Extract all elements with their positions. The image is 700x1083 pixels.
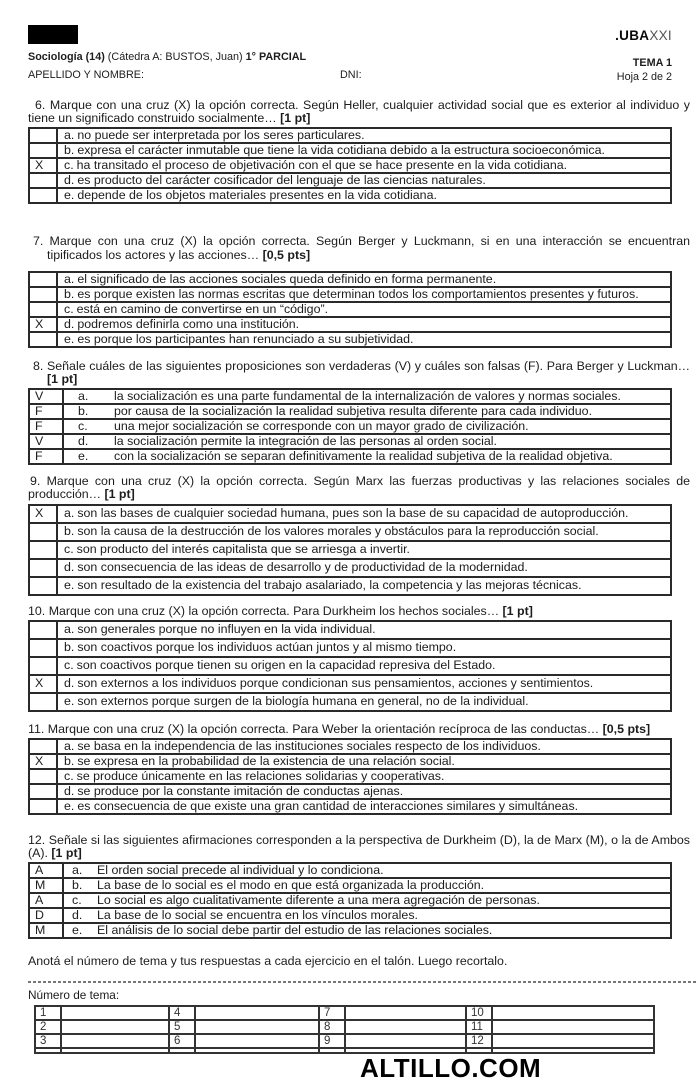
mark-cell (29, 332, 57, 347)
option-cell (63, 878, 671, 893)
option-cell (57, 754, 671, 769)
grid-number-cell: 2 (35, 1020, 61, 1034)
option-row (29, 287, 671, 302)
option-text: son generales porque no influyen en la vida individual. (77, 622, 376, 637)
option-letter: b. (78, 404, 89, 419)
question-number: 8. (33, 358, 44, 373)
option-letter: b. (64, 143, 75, 158)
option-row (29, 577, 671, 595)
mark-cell (29, 272, 57, 287)
grid-number-cell: 4 (169, 1006, 195, 1020)
mark-cell: F (29, 449, 63, 464)
option-letter: e. (78, 449, 89, 464)
option-row (29, 559, 671, 577)
option-text: se produce únicamente en las relaciones solidarias y cooperativas. (76, 769, 445, 784)
option-row (29, 639, 671, 657)
option-cell (57, 639, 671, 657)
option-letter: a. (64, 271, 75, 286)
grid-row (35, 1034, 654, 1048)
question-6 (28, 99, 690, 204)
option-cell (63, 923, 671, 938)
option-cell (63, 863, 671, 878)
option-letter: a. (64, 128, 75, 143)
grid-answer-cell (492, 1034, 654, 1048)
question-text: Marque con una cruz (X) la opción correcta. Para Durkheim los hechos sociales… (48, 603, 500, 618)
grid-number-cell: 12 (466, 1034, 492, 1048)
mark-cell: M (29, 878, 63, 893)
option-cell (57, 272, 671, 287)
points-badge: [1 pt] (51, 846, 82, 861)
option-letter: e. (64, 799, 75, 814)
grid-number-cell: 11 (466, 1020, 492, 1034)
grid-row (35, 1006, 654, 1020)
option-text: es porque los participantes han renunciado a su subjetividad. (77, 331, 414, 346)
brand-uba: .UBA (615, 28, 650, 43)
option-row (29, 143, 671, 158)
mark-cell (29, 541, 57, 559)
mark-cell (29, 769, 57, 784)
option-row (29, 754, 671, 769)
option-row (29, 404, 671, 419)
question-9-prompt (28, 475, 690, 501)
option-text: es producto del carácter cosificador del lenguaje de las ciencias naturales. (77, 173, 486, 188)
option-letter: c. (72, 893, 82, 908)
option-letter: a. (64, 622, 75, 637)
option-cell (57, 799, 671, 814)
option-text: La base de lo social se encuentra en los vínculos morales. (97, 908, 418, 923)
option-letter: d. (64, 316, 75, 331)
mark-cell: X (29, 675, 57, 693)
mark-cell (29, 287, 57, 302)
option-cell (57, 332, 671, 347)
option-cell (57, 302, 671, 317)
question-number: 9. (30, 474, 41, 489)
option-text: el significado de las acciones sociales queda definido en forma permanente. (77, 271, 497, 286)
mark-cell: X (29, 317, 57, 332)
option-text: podremos definirla como una institución. (77, 316, 300, 331)
option-row (29, 434, 671, 449)
question-text: Marque con una cruz (X) la opción correcta. Para Weber la orientación recíproca de las conductas… (47, 721, 600, 736)
option-letter: a. (64, 739, 75, 754)
option-row (29, 419, 671, 434)
mark-cell (29, 173, 57, 188)
grid-answer-cell (61, 1020, 169, 1034)
option-letter: c. (64, 658, 74, 673)
option-text: son resultado de la existencia del trabajo asalariado, la competencia y las mejoras técnicas. (77, 578, 582, 593)
option-text: se expresa en la probabilidad de la existencia de una relación social. (77, 754, 455, 769)
page-count: Hoja 2 de 2 (616, 71, 672, 84)
option-letter: a. (64, 506, 75, 521)
option-row (29, 621, 671, 639)
option-letter: e. (64, 694, 75, 709)
dni-label: DNI: (340, 69, 362, 81)
altillo-watermark: ALTILLO.COM (360, 1052, 542, 1083)
uba-xxi-logo (615, 28, 672, 43)
course-name: Sociología (14) (28, 51, 105, 63)
option-letter: b. (64, 754, 75, 769)
option-text: son las bases de cualquier sociedad humana, pues son la base de su capacidad de autoproducción. (77, 506, 629, 521)
mark-cell: A (29, 893, 63, 908)
option-cell (57, 739, 671, 754)
question-9-options (28, 504, 672, 596)
option-text: es consecuencia de que existe una gran cantidad de interacciones similares y simultáneas. (77, 799, 579, 814)
option-letter: d. (64, 173, 75, 188)
talon-instruction: Anotá el número de tema y tus respuestas a cada ejercicio en el talón. Luego recortalo. (28, 954, 508, 969)
question-number: 11. (28, 721, 45, 736)
grid-number-cell: 6 (169, 1034, 195, 1048)
option-row (29, 863, 671, 878)
question-11-prompt (28, 723, 690, 736)
points-badge: [1 pt] (47, 372, 78, 387)
option-letter: d. (64, 784, 75, 799)
option-cell (57, 559, 671, 577)
grid-answer-cell (345, 1020, 466, 1034)
name-label: APELLIDO Y NOMBRE: (28, 69, 145, 81)
answer-grid (34, 1005, 655, 1054)
option-text: El análisis de lo social debe partir del estudio de las relaciones sociales. (97, 923, 493, 938)
brand-xxi: XXI (649, 28, 672, 43)
mark-cell (29, 621, 57, 639)
option-text: Lo social es algo cualitativamente diferente a una mera agregación de personas. (97, 893, 540, 908)
exam-type: 1° PARCIAL (245, 51, 307, 63)
option-text: depende de los objetos materiales presentes en la vida cotidiana. (77, 188, 437, 203)
option-cell (63, 404, 671, 419)
question-7-prompt (28, 235, 690, 261)
option-cell (57, 173, 671, 188)
question-11 (28, 723, 690, 815)
option-row (29, 675, 671, 693)
option-row (29, 173, 671, 188)
mark-cell (29, 143, 57, 158)
course-title (28, 51, 690, 63)
grid-number-cell: 7 (319, 1006, 345, 1020)
numero-de-tema-label: Número de tema: (28, 987, 120, 1002)
option-text: por causa de la socialización la realidad subjetiva resulta diferente para cada individuo. (114, 404, 593, 419)
option-letter: b. (72, 878, 83, 893)
question-number: 12. (28, 833, 46, 848)
option-letter: a. (78, 389, 89, 404)
mark-cell (29, 739, 57, 754)
option-row (29, 541, 671, 559)
grid-answer-cell (61, 1006, 169, 1020)
option-row (29, 302, 671, 317)
option-row (29, 505, 671, 523)
option-row (29, 799, 671, 814)
option-letter: e. (64, 188, 75, 203)
option-letter: a. (72, 863, 83, 878)
cut-line (28, 981, 696, 983)
mark-cell: V (29, 389, 63, 404)
option-cell (57, 128, 671, 143)
grid-answer-cell (345, 1006, 466, 1020)
option-letter: d. (64, 676, 75, 691)
option-row (29, 878, 671, 893)
option-text: una mejor socialización se corresponde con un mayor grado de civilización. (114, 419, 529, 434)
mark-cell: X (29, 158, 57, 173)
grid-answer-cell (345, 1034, 466, 1048)
option-text: la socialización permite la integración de las personas al orden social. (114, 434, 497, 449)
option-letter: b. (64, 640, 75, 655)
option-text: son externos porque surgen de la biología humana en general, no de la individual. (77, 694, 529, 709)
mark-cell: M (29, 923, 63, 938)
question-text: Marque con una cruz (X) la opción correcta. Según Berger y Luckmann, si en una interacción se encuentran tipificados los actores y las acciones… (47, 234, 690, 262)
option-text: son producto del interés capitalista que se arriesga a invertir. (76, 542, 410, 557)
option-text: son externos a los individuos porque condicionan sus pensamientos, acciones y sentimientos. (77, 676, 594, 691)
option-row (29, 272, 671, 287)
option-cell (57, 675, 671, 693)
option-cell (57, 577, 671, 595)
page-header (28, 25, 690, 82)
option-letter: e. (64, 331, 75, 346)
option-text: son consecuencia de las ideas de desarrollo y de productividad de la modernidad. (77, 560, 528, 575)
option-cell (57, 693, 671, 711)
mark-cell (29, 128, 57, 143)
option-cell (57, 784, 671, 799)
option-cell (57, 143, 671, 158)
option-row (29, 657, 671, 675)
option-cell (63, 419, 671, 434)
option-cell (63, 908, 671, 923)
option-text: no puede ser interpretada por los seres particulares. (77, 128, 365, 143)
option-text: La base de lo social es el modo en que está organizada la producción. (97, 878, 485, 893)
option-letter: c. (64, 158, 74, 173)
course-catedra: (Cátedra A: BUSTOS, Juan) (104, 51, 246, 63)
mark-cell (29, 639, 57, 657)
question-text: Marque con una cruz (X) la opción correcta. Según Marx las fuerzas productivas y las relaciones sociales de producción… (28, 474, 690, 502)
grid-number-cell: 1 (35, 1006, 61, 1020)
option-cell (57, 657, 671, 675)
question-6-options (28, 127, 672, 204)
option-row (29, 769, 671, 784)
option-row (29, 188, 671, 203)
mark-cell: D (29, 908, 63, 923)
mark-cell (29, 523, 57, 541)
question-8-prompt (28, 360, 690, 386)
grid-number-cell: 3 (35, 1034, 61, 1048)
option-text: la socialización es una parte fundamental de la internalización de valores y normas sociales. (114, 389, 621, 404)
option-row (29, 317, 671, 332)
option-cell (63, 434, 671, 449)
question-10-prompt (28, 605, 690, 618)
grid-number-cell: 5 (169, 1020, 195, 1034)
question-12-prompt (28, 834, 690, 860)
grid-number-cell: 10 (466, 1006, 492, 1020)
option-cell (57, 769, 671, 784)
question-8 (28, 360, 690, 465)
option-cell (57, 317, 671, 332)
option-cell (57, 158, 671, 173)
option-text: son coactivos porque los individuos actúan juntos y al mismo tiempo. (77, 640, 457, 655)
option-text: está en camino de convertirse en un “código”. (76, 301, 329, 316)
grid-answer-cell (195, 1006, 319, 1020)
option-row (29, 739, 671, 754)
question-8-options (28, 388, 672, 465)
option-row (29, 128, 671, 143)
question-text: Señale cuáles de las siguientes proposiciones son verdaderas (V) y cuáles son falsas (F). Para Berger y Luckman… (47, 358, 690, 373)
option-text: son la causa de la destrucción de los valores morales y obstáculos para la reproducción social. (77, 524, 599, 539)
mark-cell (29, 188, 57, 203)
mark-cell: X (29, 505, 57, 523)
option-letter: e. (64, 578, 75, 593)
question-12-options (28, 862, 672, 939)
grid-row (35, 1020, 654, 1034)
option-row (29, 693, 671, 711)
grid-number-cell: 9 (319, 1034, 345, 1048)
option-cell (63, 449, 671, 464)
mark-cell (29, 799, 57, 814)
option-row (29, 449, 671, 464)
tema-badge: TEMA 1 (632, 57, 672, 69)
option-row (29, 332, 671, 347)
option-cell (57, 188, 671, 203)
question-9 (28, 475, 690, 595)
option-text: El orden social precede al individual y lo condiciona. (97, 863, 384, 878)
question-number: 7. (33, 234, 44, 249)
mark-cell (29, 577, 57, 595)
grid-answer-cell (195, 1034, 319, 1048)
grid-answer-cell (61, 1034, 169, 1048)
option-text: expresa el carácter inmutable que tiene la vida cotidiana debido a la estructura socioeconómica. (77, 143, 605, 158)
option-letter: c. (64, 301, 74, 316)
question-text: Marque con una cruz (X) la opción correcta. Según Heller, cualquier actividad social que es exterior al individuo y tiene un significado construido socialmente… (28, 98, 690, 126)
grid-answer-cell (492, 1006, 654, 1020)
option-text: se basa en la independencia de las instituciones sociales respecto de los individuos. (77, 739, 541, 754)
mark-cell (29, 693, 57, 711)
option-text: con la socialización se separan definitivamente la realidad subjetiva de la realidad objetiva. (114, 449, 613, 464)
grid-cut-row (35, 1048, 654, 1053)
mark-cell (29, 559, 57, 577)
question-number: 10. (28, 603, 46, 618)
option-letter: d. (72, 908, 83, 923)
option-cell (57, 621, 671, 639)
mark-cell: X (29, 754, 57, 769)
mark-cell: A (29, 863, 63, 878)
question-7-options (28, 271, 672, 348)
question-number: 6. (35, 98, 46, 112)
mark-cell: F (29, 404, 63, 419)
points-badge: [1 pt] (502, 603, 533, 618)
option-letter: d. (78, 434, 89, 449)
option-row (29, 523, 671, 541)
mark-cell (29, 784, 57, 799)
option-letter: b. (64, 524, 75, 539)
option-cell (63, 389, 671, 404)
option-row (29, 923, 671, 938)
mark-cell: F (29, 419, 63, 434)
grid-answer-cell (492, 1020, 654, 1034)
option-letter: e. (72, 923, 83, 938)
option-cell (63, 893, 671, 908)
option-row (29, 908, 671, 923)
option-row (29, 389, 671, 404)
option-letter: c. (64, 542, 74, 557)
question-text: Señale si las siguientes afirmaciones corresponden a la perspectiva de Durkheim (D), la de Marx (M), o la de Ambos (A). (28, 833, 690, 861)
logo-black-box (28, 25, 78, 44)
question-6-prompt (28, 99, 690, 125)
option-letter: b. (64, 286, 75, 301)
option-text: se produce por la constante imitación de conductas ajenas. (77, 784, 404, 799)
question-7 (28, 235, 690, 347)
points-badge: [0,5 pts] (262, 247, 311, 262)
mark-cell: V (29, 434, 63, 449)
option-cell (57, 541, 671, 559)
question-10-options (28, 620, 672, 712)
option-row (29, 893, 671, 908)
option-text: son coactivos porque tienen su origen en la capacidad represiva del Estado. (76, 658, 496, 673)
option-cell (57, 523, 671, 541)
option-letter: c. (64, 769, 74, 784)
mark-cell (29, 302, 57, 317)
question-10 (28, 605, 690, 712)
mark-cell (29, 657, 57, 675)
points-badge: [1 pt] (280, 111, 311, 126)
option-row (29, 158, 671, 173)
option-letter: d. (64, 560, 75, 575)
question-11-options (28, 738, 672, 815)
option-letter: c. (78, 419, 88, 434)
option-cell (57, 505, 671, 523)
option-cell (57, 287, 671, 302)
identity-line (28, 69, 690, 82)
grid-number-cell: 8 (319, 1020, 345, 1034)
points-badge: [0,5 pts] (602, 721, 651, 736)
option-row (29, 784, 671, 799)
option-text: ha transitado el proceso de objetivación con el que se hace presente en la vida cotidiana. (76, 158, 568, 173)
grid-answer-cell (195, 1020, 319, 1034)
question-12 (28, 834, 690, 939)
option-text: es porque existen las normas escritas que determinan todos los comportamientos presentes y futuros. (77, 286, 639, 301)
points-badge: [1 pt] (104, 487, 135, 502)
